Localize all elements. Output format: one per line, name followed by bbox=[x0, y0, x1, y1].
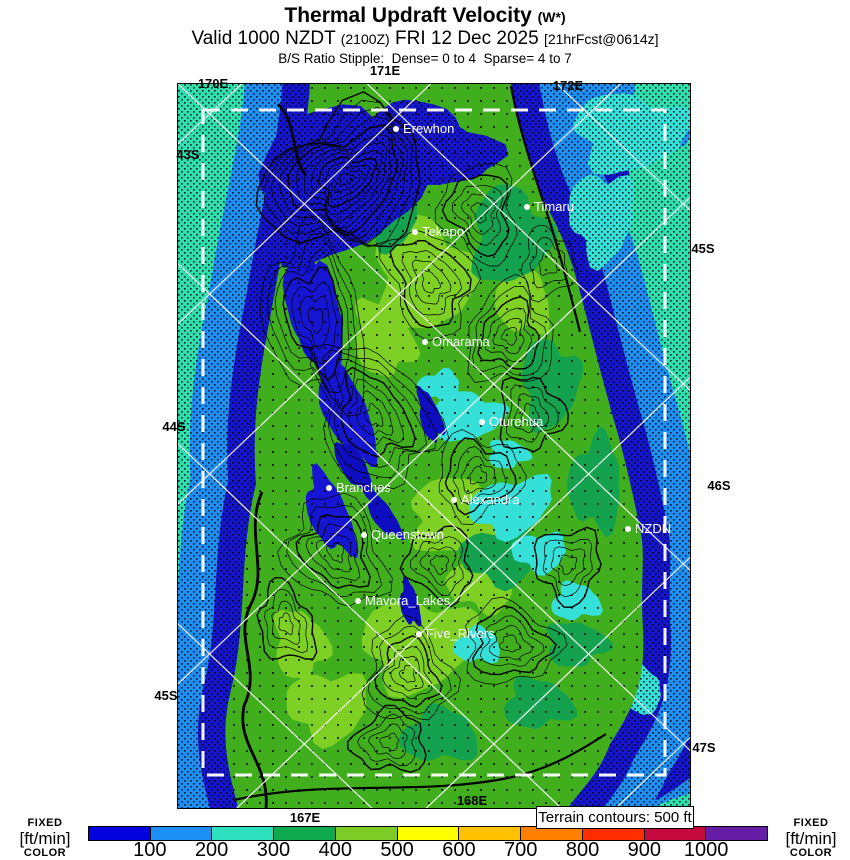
city-dot-icon bbox=[479, 419, 485, 425]
colorbar-unit-line: COLOR bbox=[23, 847, 67, 859]
title-text: Thermal Updraft Velocity bbox=[284, 4, 532, 27]
valid-time-line bbox=[0, 28, 850, 50]
city-marker-nzdn bbox=[625, 521, 672, 536]
city-dot-icon bbox=[524, 204, 530, 210]
city-label: Five_Rivers bbox=[426, 626, 495, 641]
edge-label-170e: 170E bbox=[197, 76, 229, 91]
valid-date: FRI 12 Dec 2025 bbox=[395, 28, 539, 49]
city-dot-icon bbox=[451, 497, 457, 503]
valid-prefix: Valid 1000 NZDT bbox=[191, 28, 336, 49]
map-canvas bbox=[178, 84, 690, 808]
header bbox=[0, 0, 850, 66]
edge-label-168e: 168E bbox=[456, 793, 488, 808]
city-marker-omarama bbox=[422, 334, 490, 349]
city-dot-icon bbox=[355, 598, 361, 604]
colorbar-tick: 400 bbox=[318, 839, 352, 860]
city-label: Timaru bbox=[534, 199, 574, 214]
edge-label-44s: 44S bbox=[162, 419, 186, 434]
city-dot-icon bbox=[625, 526, 631, 532]
city-marker-branches bbox=[326, 480, 391, 495]
edge-label-43s: 43S bbox=[176, 147, 200, 162]
city-label: Alexandra bbox=[461, 492, 520, 507]
colorbar-unit-line: FIXED bbox=[793, 817, 829, 829]
edge-label-46s: 46S bbox=[707, 478, 731, 493]
city-dot-icon bbox=[393, 126, 399, 132]
city-marker-timaru bbox=[524, 199, 574, 214]
city-dot-icon bbox=[326, 485, 332, 491]
edge-label-47s: 47S bbox=[692, 740, 716, 755]
city-label: Oturehua bbox=[489, 414, 544, 429]
city-marker-queenstown bbox=[361, 527, 444, 542]
colorbar-tick: 800 bbox=[565, 839, 600, 860]
city-label: Omarama bbox=[432, 334, 490, 349]
edge-label-45s: 45S bbox=[154, 688, 178, 703]
edge-label-45s: 45S bbox=[691, 241, 715, 256]
city-marker-tekapo bbox=[412, 224, 464, 239]
city-markers-layer bbox=[178, 84, 690, 808]
city-dot-icon bbox=[361, 532, 367, 538]
terrain-contours-note: Terrain contours: 500 ft bbox=[536, 806, 694, 829]
title-suffix: (W*) bbox=[537, 9, 566, 25]
valid-fcst: [21hrFcst@0614z] bbox=[543, 31, 659, 47]
city-marker-alexandra bbox=[451, 492, 520, 507]
colorbar-unit-line: FIXED bbox=[27, 817, 63, 829]
stipple-note: B/S Ratio Stipple: Dense= 0 to 4 Sparse= 4 to 7 bbox=[278, 51, 572, 66]
colorbar-tick: 700 bbox=[504, 839, 538, 860]
colorbar-units-left bbox=[4, 818, 86, 859]
colorbar-unit-line: [ft/min] bbox=[19, 829, 71, 848]
page-title bbox=[0, 4, 850, 28]
valid-zulu: (2100Z) bbox=[340, 31, 390, 47]
city-dot-icon bbox=[422, 339, 428, 345]
city-marker-oturehua bbox=[479, 414, 544, 429]
city-dot-icon bbox=[412, 229, 418, 235]
colorbar-unit-line: [ft/min] bbox=[785, 829, 837, 848]
colorbar-units-right bbox=[772, 818, 850, 859]
city-marker-five_rivers bbox=[416, 626, 495, 641]
city-dot-icon bbox=[416, 631, 422, 637]
city-label: Queenstown bbox=[371, 527, 444, 542]
city-label: Tekapo bbox=[422, 224, 464, 239]
colorbar-tick: 1000 bbox=[683, 839, 729, 860]
colorbar-tick: 900 bbox=[627, 839, 662, 860]
city-label: Branches bbox=[336, 480, 391, 495]
edge-label-167e: 167E bbox=[289, 810, 321, 825]
city-marker-mavora_lakes bbox=[355, 593, 451, 608]
colorbar-tick: 200 bbox=[194, 839, 229, 860]
colorbar-tick: 500 bbox=[380, 839, 414, 860]
colorbar-tick: 600 bbox=[442, 839, 476, 860]
edge-label-172e: 172E bbox=[552, 78, 584, 93]
colorbar-tick: 300 bbox=[256, 839, 291, 860]
colorbar-unit-line: COLOR bbox=[789, 847, 833, 859]
edge-label-171e: 171E bbox=[369, 63, 401, 78]
city-marker-erewhon bbox=[393, 121, 455, 136]
city-label: Erewhon bbox=[403, 121, 455, 136]
colorbar-ticks bbox=[88, 840, 768, 860]
colorbar-tick: 100 bbox=[133, 839, 167, 860]
city-label: NZDN bbox=[635, 521, 672, 536]
city-label: Mavora_Lakes bbox=[365, 593, 451, 608]
